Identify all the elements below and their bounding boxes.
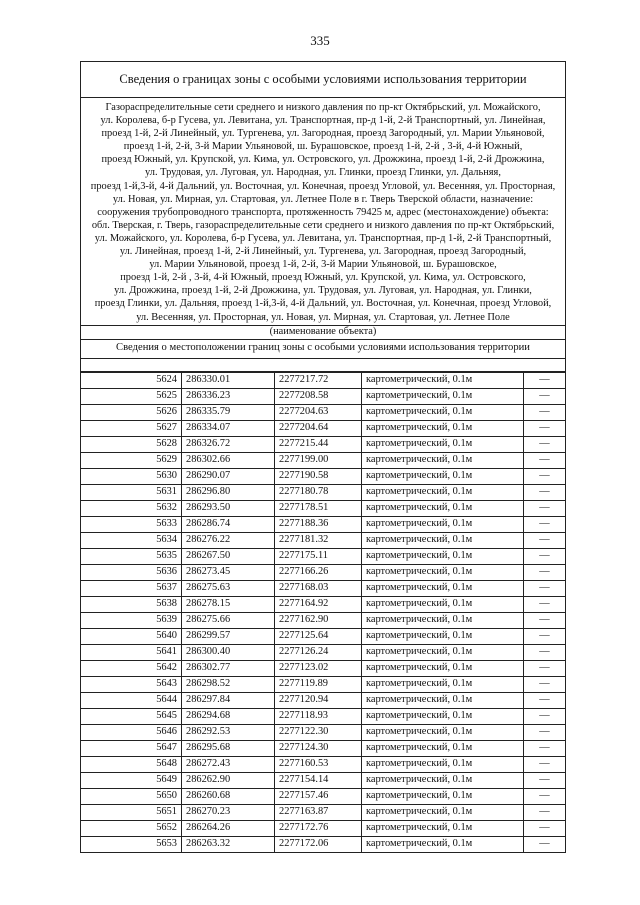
x-coordinate-cell: 286295.68 <box>182 740 275 756</box>
description-cell: — <box>524 468 566 484</box>
point-number-cell: 5648 <box>81 756 182 772</box>
y-coordinate-cell: 2277157.46 <box>275 788 362 804</box>
description-cell: — <box>524 388 566 404</box>
description-cell: — <box>524 436 566 452</box>
description-cell: — <box>524 500 566 516</box>
x-coordinate-cell: 286326.72 <box>182 436 275 452</box>
table-row <box>81 820 566 836</box>
y-coordinate-cell: 2277188.36 <box>275 516 362 532</box>
description-line: проезд 1-й, 2-й, 3-й Марии Ульяновой, ш. Бурашовское, проезд 1-й, 2-й , 3-й, 4-й Южный, <box>123 141 523 153</box>
description-cell: — <box>524 708 566 724</box>
description-cell: — <box>524 548 566 564</box>
method-cell: картометрический, 0.1м <box>362 756 524 772</box>
method-cell: картометрический, 0.1м <box>362 660 524 676</box>
description-cell: — <box>524 580 566 596</box>
x-coordinate-cell: 286272.43 <box>182 756 275 772</box>
page-number: 335 <box>310 33 330 48</box>
table-row <box>81 612 566 628</box>
point-number-cell: 5629 <box>81 452 182 468</box>
description-cell: — <box>524 756 566 772</box>
method-cell: картометрический, 0.1м <box>362 676 524 692</box>
x-coordinate-cell: 286263.32 <box>182 836 275 852</box>
description-line: проезд Южный, ул. Крупской, ул. Кима, ул. Островского, ул. Дрожжина, проезд 1-й, 2-й Дрожжина, <box>101 154 545 166</box>
x-coordinate-cell: 286336.23 <box>182 388 275 404</box>
table-row <box>81 388 566 404</box>
table-row <box>81 772 566 788</box>
description-line: проезд 1-й,3-й, 4-й Дальний, ул. Восточная, ул. Конечная, проезд Угловой, ул. Весенняя, ул. Просторная, <box>90 180 556 192</box>
method-cell: картометрический, 0.1м <box>362 468 524 484</box>
point-number-cell: 5641 <box>81 644 182 660</box>
point-number-cell: 5647 <box>81 740 182 756</box>
method-cell: картометрический, 0.1м <box>362 596 524 612</box>
point-number-cell: 5624 <box>81 372 182 388</box>
method-cell: картометрический, 0.1м <box>362 772 524 788</box>
method-cell: картометрический, 0.1м <box>362 516 524 532</box>
method-cell: картометрический, 0.1м <box>362 404 524 420</box>
table-row <box>81 692 566 708</box>
x-coordinate-cell: 286302.77 <box>182 660 275 676</box>
table-row <box>81 420 566 436</box>
object-description <box>81 98 565 324</box>
object-name-caption: (наименование объекта) <box>81 325 565 340</box>
x-coordinate-cell: 286262.90 <box>182 772 275 788</box>
point-number-cell: 5634 <box>81 532 182 548</box>
table-row <box>81 804 566 820</box>
point-number-cell: 5628 <box>81 436 182 452</box>
x-coordinate-cell: 286278.15 <box>182 596 275 612</box>
table-row <box>81 564 566 580</box>
y-coordinate-cell: 2277204.64 <box>275 420 362 436</box>
y-coordinate-cell: 2277118.93 <box>275 708 362 724</box>
method-cell: картометрический, 0.1м <box>362 388 524 404</box>
x-coordinate-cell: 286276.22 <box>182 532 275 548</box>
table-row <box>81 404 566 420</box>
x-coordinate-cell: 286275.63 <box>182 580 275 596</box>
description-cell: — <box>524 564 566 580</box>
description-line: проезд 1-й, 2-й , 3-й, 4-й Южный, проезд Южный, ул. Крупской, ул. Кима, ул. Островского, <box>120 272 526 284</box>
y-coordinate-cell: 2277162.90 <box>275 612 362 628</box>
method-cell: картометрический, 0.1м <box>362 692 524 708</box>
y-coordinate-cell: 2277154.14 <box>275 772 362 788</box>
description-cell: — <box>524 820 566 836</box>
y-coordinate-cell: 2277204.63 <box>275 404 362 420</box>
description-line: ул. Можайского, ул. Королева, б-р Гусева, ул. Левитана, ул. Транспортная, пр-д 1-й, 2-й Транспортный, <box>94 232 552 244</box>
table-row <box>81 580 566 596</box>
method-cell: картометрический, 0.1м <box>362 580 524 596</box>
description-line: ул. Дрожжина, проезд 1-й, 2-й Дрожжина, ул. Трудовая, ул. Луговая, ул. Народная, ул. Глинки, <box>114 285 532 297</box>
y-coordinate-cell: 2277166.26 <box>275 564 362 580</box>
y-coordinate-cell: 2277160.53 <box>275 756 362 772</box>
y-coordinate-cell: 2277168.03 <box>275 580 362 596</box>
document-frame <box>80 61 566 853</box>
point-number-cell: 5633 <box>81 516 182 532</box>
point-number-cell: 5650 <box>81 788 182 804</box>
x-coordinate-cell: 286298.52 <box>182 676 275 692</box>
method-cell: картометрический, 0.1м <box>362 628 524 644</box>
table-row <box>81 740 566 756</box>
table-header-spacer <box>81 359 565 372</box>
point-number-cell: 5632 <box>81 500 182 516</box>
description-cell: — <box>524 644 566 660</box>
description-line: ул. Линейная, проезд 1-й, 2-й Линейный, ул. Тургенева, ул. Загородная, проезд Загородный, <box>119 246 527 258</box>
table-row <box>81 836 566 852</box>
point-number-cell: 5652 <box>81 820 182 836</box>
description-cell: — <box>524 484 566 500</box>
document-title: Сведения о границах зоны с особыми условиями использования территории <box>81 62 565 98</box>
x-coordinate-cell: 286275.66 <box>182 612 275 628</box>
point-number-cell: 5640 <box>81 628 182 644</box>
table-row <box>81 532 566 548</box>
method-cell: картометрический, 0.1м <box>362 548 524 564</box>
table-row <box>81 484 566 500</box>
method-cell: картометрический, 0.1м <box>362 372 524 388</box>
method-cell: картометрический, 0.1м <box>362 708 524 724</box>
x-coordinate-cell: 286330.01 <box>182 372 275 388</box>
table-row <box>81 452 566 468</box>
method-cell: картометрический, 0.1м <box>362 612 524 628</box>
method-cell: картометрический, 0.1м <box>362 724 524 740</box>
y-coordinate-cell: 2277180.78 <box>275 484 362 500</box>
description-line: проезд Глинки, ул. Дальняя, проезд 1-й,3-й, 4-й Дальний, ул. Восточная, ул. Конечная, проезд Угловой, <box>94 298 552 310</box>
method-cell: картометрический, 0.1м <box>362 644 524 660</box>
method-cell: картометрический, 0.1м <box>362 820 524 836</box>
y-coordinate-cell: 2277120.94 <box>275 692 362 708</box>
description-cell: — <box>524 692 566 708</box>
point-number-cell: 5639 <box>81 612 182 628</box>
method-cell: картометрический, 0.1м <box>362 420 524 436</box>
method-cell: картометрический, 0.1м <box>362 532 524 548</box>
description-line: Газораспределительные сети среднего и низкого давления по пр-кт Октябрьский, ул. Можайского, <box>105 102 541 113</box>
x-coordinate-cell: 286296.80 <box>182 484 275 500</box>
point-number-cell: 5627 <box>81 420 182 436</box>
x-coordinate-cell: 286292.53 <box>182 724 275 740</box>
description-cell: — <box>524 676 566 692</box>
section-title: Сведения о местоположении границ зоны с особыми условиями использования территории <box>81 340 565 359</box>
x-coordinate-cell: 286302.66 <box>182 452 275 468</box>
y-coordinate-cell: 2277172.06 <box>275 836 362 852</box>
description-cell: — <box>524 836 566 852</box>
table-row <box>81 644 566 660</box>
description-line: ул. Весенняя, ул. Просторная, ул. Новая, ул. Мирная, ул. Стартовая, ул. Летнее Поле <box>136 311 510 323</box>
y-coordinate-cell: 2277181.32 <box>275 532 362 548</box>
y-coordinate-cell: 2277126.24 <box>275 644 362 660</box>
description-cell: — <box>524 724 566 740</box>
y-coordinate-cell: 2277208.58 <box>275 388 362 404</box>
method-cell: картометрический, 0.1м <box>362 436 524 452</box>
point-number-cell: 5635 <box>81 548 182 564</box>
table-row <box>81 372 566 388</box>
x-coordinate-cell: 286260.68 <box>182 788 275 804</box>
table-row <box>81 756 566 772</box>
y-coordinate-cell: 2277199.00 <box>275 452 362 468</box>
description-cell: — <box>524 772 566 788</box>
method-cell: картометрический, 0.1м <box>362 740 524 756</box>
table-row <box>81 708 566 724</box>
x-coordinate-cell: 286335.79 <box>182 404 275 420</box>
y-coordinate-cell: 2277217.72 <box>275 372 362 388</box>
x-coordinate-cell: 286293.50 <box>182 500 275 516</box>
y-coordinate-cell: 2277164.92 <box>275 596 362 612</box>
description-cell: — <box>524 788 566 804</box>
point-number-cell: 5638 <box>81 596 182 612</box>
method-cell: картометрический, 0.1м <box>362 564 524 580</box>
point-number-cell: 5646 <box>81 724 182 740</box>
x-coordinate-cell: 286299.57 <box>182 628 275 644</box>
x-coordinate-cell: 286290.07 <box>182 468 275 484</box>
description-cell: — <box>524 516 566 532</box>
y-coordinate-cell: 2277119.89 <box>275 676 362 692</box>
description-line: ул. Трудовая, ул. Луговая, ул. Народная, ул. Глинки, проезд Глинки, ул. Дальняя, <box>145 167 501 179</box>
coordinates-table <box>80 372 566 853</box>
table-row <box>81 660 566 676</box>
table-row <box>81 500 566 516</box>
point-number-cell: 5643 <box>81 676 182 692</box>
description-cell: — <box>524 740 566 756</box>
point-number-cell: 5653 <box>81 836 182 852</box>
y-coordinate-cell: 2277123.02 <box>275 660 362 676</box>
method-cell: картометрический, 0.1м <box>362 788 524 804</box>
y-coordinate-cell: 2277122.30 <box>275 724 362 740</box>
description-cell: — <box>524 452 566 468</box>
description-line: ул. Новая, ул. Мирная, ул. Стартовая, ул. Летнее Поле в г. Тверь Тверской области, назначение: <box>112 193 534 205</box>
x-coordinate-cell: 286297.84 <box>182 692 275 708</box>
y-coordinate-cell: 2277125.64 <box>275 628 362 644</box>
table-row <box>81 628 566 644</box>
y-coordinate-cell: 2277175.11 <box>275 548 362 564</box>
method-cell: картометрический, 0.1м <box>362 804 524 820</box>
description-cell: — <box>524 404 566 420</box>
x-coordinate-cell: 286267.50 <box>182 548 275 564</box>
description-cell: — <box>524 420 566 436</box>
description-cell: — <box>524 532 566 548</box>
table-row <box>81 548 566 564</box>
y-coordinate-cell: 2277124.30 <box>275 740 362 756</box>
description-line: ул. Королева, б-р Гусева, ул. Левитана, ул. Транспортная, пр-д 1-й, 2-й Транспортный, ул. Линейная, <box>100 115 546 127</box>
table-row <box>81 436 566 452</box>
method-cell: картометрический, 0.1м <box>362 500 524 516</box>
point-number-cell: 5631 <box>81 484 182 500</box>
method-cell: картометрический, 0.1м <box>362 452 524 468</box>
point-number-cell: 5649 <box>81 772 182 788</box>
point-number-cell: 5636 <box>81 564 182 580</box>
y-coordinate-cell: 2277215.44 <box>275 436 362 452</box>
x-coordinate-cell: 286294.68 <box>182 708 275 724</box>
description-cell: — <box>524 660 566 676</box>
y-coordinate-cell: 2277163.87 <box>275 804 362 820</box>
x-coordinate-cell: 286286.74 <box>182 516 275 532</box>
description-cell: — <box>524 612 566 628</box>
x-coordinate-cell: 286300.40 <box>182 644 275 660</box>
x-coordinate-cell: 286264.26 <box>182 820 275 836</box>
point-number-cell: 5626 <box>81 404 182 420</box>
table-row <box>81 676 566 692</box>
point-number-cell: 5651 <box>81 804 182 820</box>
point-number-cell: 5637 <box>81 580 182 596</box>
table-row <box>81 468 566 484</box>
table-row <box>81 516 566 532</box>
description-cell: — <box>524 628 566 644</box>
point-number-cell: 5644 <box>81 692 182 708</box>
method-cell: картометрический, 0.1м <box>362 484 524 500</box>
description-cell: — <box>524 804 566 820</box>
description-cell: — <box>524 372 566 388</box>
description-cell: — <box>524 596 566 612</box>
x-coordinate-cell: 286334.07 <box>182 420 275 436</box>
description-line: ул. Марии Ульяновой, проезд 1-й, 2-й, 3-й Марии Ульяновой, ш. Бурашовское, <box>149 259 497 271</box>
description-line: проезд 1-й, 2-й Линейный, ул. Тургенева, ул. Загородная, проезд Загородный, ул. Марии Ульяновой, <box>101 128 545 140</box>
x-coordinate-cell: 286273.45 <box>182 564 275 580</box>
y-coordinate-cell: 2277178.51 <box>275 500 362 516</box>
y-coordinate-cell: 2277172.76 <box>275 820 362 836</box>
table-row <box>81 596 566 612</box>
point-number-cell: 5645 <box>81 708 182 724</box>
description-line: обл. Тверская, г. Тверь, газораспределительные сети среднего и низкого давления по пр-кт Октябрьский, <box>91 219 555 231</box>
point-number-cell: 5625 <box>81 388 182 404</box>
description-line: сооружения трубопроводного транспорта, протяженность 79425 м, адрес (местонахождение) объекта: <box>97 206 549 218</box>
method-cell: картометрический, 0.1м <box>362 836 524 852</box>
y-coordinate-cell: 2277190.58 <box>275 468 362 484</box>
point-number-cell: 5642 <box>81 660 182 676</box>
x-coordinate-cell: 286270.23 <box>182 804 275 820</box>
table-row <box>81 724 566 740</box>
point-number-cell: 5630 <box>81 468 182 484</box>
table-row <box>81 788 566 804</box>
